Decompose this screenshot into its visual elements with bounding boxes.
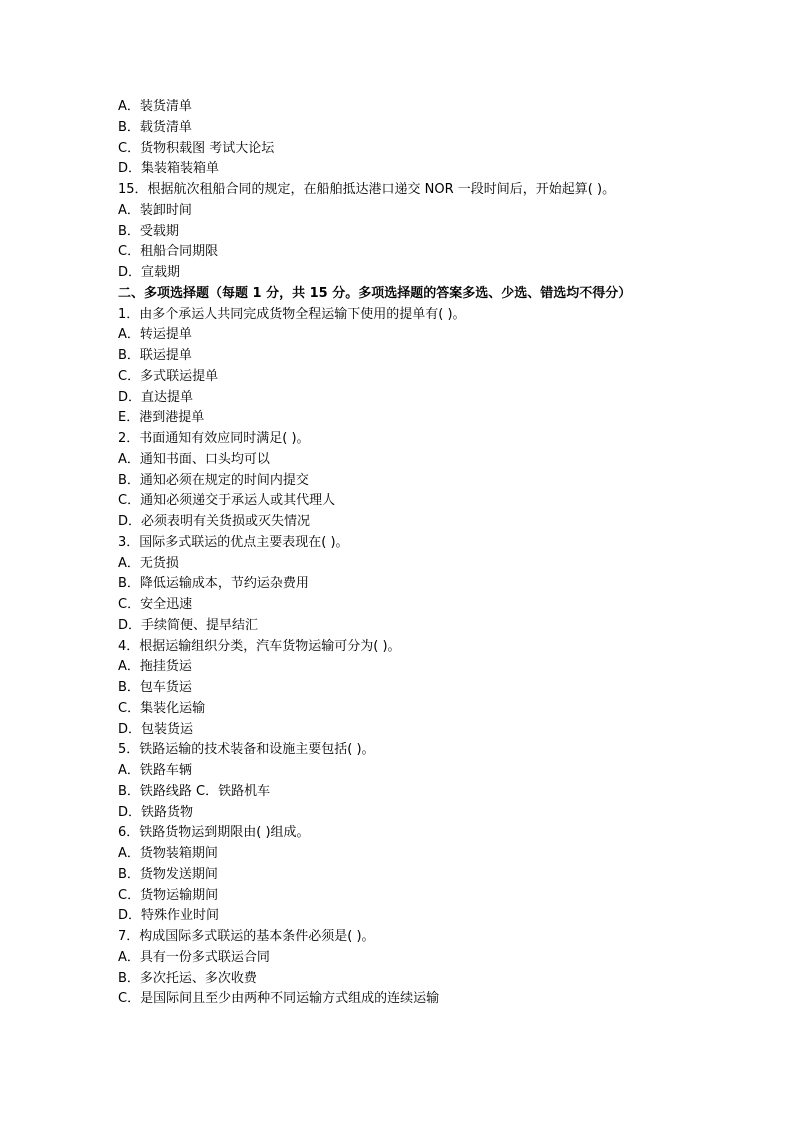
option-line: A．装货清单 xyxy=(118,99,192,114)
option-line: C．通知必须递交于承运人或其代理人 xyxy=(118,493,336,509)
option-line: A．拖挂货运 xyxy=(118,659,192,675)
question-line: 3．国际多式联运的优点主要表现在( )。 xyxy=(118,534,349,550)
option-line: A．货物装箱期间 xyxy=(118,846,218,861)
document-page xyxy=(118,97,738,1010)
option-line: D．包装货运 xyxy=(118,721,194,737)
option-line: B．受载期 xyxy=(118,223,179,239)
option-line: B．包车货运 xyxy=(118,680,192,695)
option-line: C．安全迅速 xyxy=(118,597,193,612)
option-line: D．集装箱装箱单 xyxy=(118,161,220,177)
option-line: C．货物运输期间 xyxy=(118,887,219,903)
option-line: D．手续简便、提早结汇 xyxy=(118,617,259,633)
option-line: B．货物发送期间 xyxy=(118,866,218,882)
question-line: 4．根据运输组织分类，汽车货物运输可分为( )。 xyxy=(118,638,401,654)
option-line: B．通知必须在规定的时间内提交 xyxy=(118,472,309,488)
option-line: D．宣载期 xyxy=(118,265,181,280)
option-line: B．载货清单 xyxy=(118,119,192,135)
question-line: 2．书面通知有效应同时满足( )。 xyxy=(118,431,310,446)
option-line: A．铁路车辆 xyxy=(118,763,192,778)
option-line: E．港到港提单 xyxy=(118,410,205,426)
option-line: D．直达提单 xyxy=(118,389,194,405)
option-line: D．铁路货物 xyxy=(118,804,194,820)
option-line: B．多次托运、多次收费 xyxy=(118,970,257,986)
option-line: C．集装化运输 xyxy=(118,700,206,716)
option-line: C．多式联运提单 xyxy=(118,368,219,384)
option-line: C．货物积载图 考试大论坛 xyxy=(118,140,275,156)
option-line: D．必须表明有关货损或灭失情况 xyxy=(118,514,311,529)
question-line: 7．构成国际多式联运的基本条件必须是( )。 xyxy=(118,929,375,944)
question-line: 1．由多个承运人共同完成货物全程运输下使用的提单有( )。 xyxy=(118,306,466,322)
question-line: 15．根据航次租船合同的规定，在船舶抵达港口递交 NOR 一段时间后，开始起算( )。 xyxy=(118,182,616,197)
question-line: 5．铁路运输的技术装备和设施主要包括( )。 xyxy=(118,742,375,758)
option-line: C．是国际间且至少由两种不同运输方式组成的连续运输 xyxy=(118,991,440,1007)
option-line: D．特殊作业时间 xyxy=(118,908,220,924)
option-line: A．具有一份多式联运合同 xyxy=(118,949,270,965)
option-line: A．通知书面、口头均可以 xyxy=(118,451,270,467)
question-line: 6．铁路货物运到期限由( )组成。 xyxy=(118,825,310,841)
option-line: B．联运提单 xyxy=(118,348,192,363)
option-line: A．装卸时间 xyxy=(118,202,192,218)
option-line: C．租船合同期限 xyxy=(118,244,219,260)
option-line: A．无货损 xyxy=(118,555,179,571)
section-heading: 二、多项选择题（每题 1 分，共 15 分。多项选择题的答案多选、少选、错选均不得分） xyxy=(118,285,632,301)
option-line: A．转运提单 xyxy=(118,327,192,343)
option-line: B．铁路线路 C．铁路机车 xyxy=(118,783,271,799)
option-line: B．降低运输成本，节约运杂费用 xyxy=(118,576,309,592)
